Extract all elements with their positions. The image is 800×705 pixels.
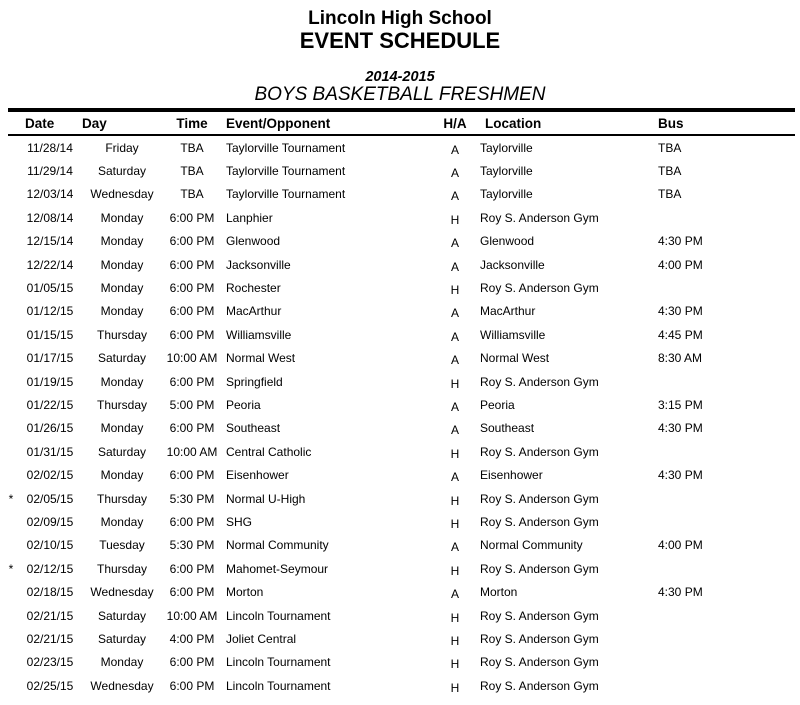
cell-event-opponent: Taylorville Tournament (226, 164, 346, 179)
table-row (0, 510, 800, 533)
table-row (0, 300, 800, 323)
cell-date: 02/25/15 (26, 678, 74, 693)
cell-day: Monday (100, 304, 144, 319)
cell-bus: 4:00 PM (658, 257, 703, 272)
school-name: Lincoln High School (308, 8, 492, 29)
cell-location: Roy S. Anderson Gym (480, 281, 599, 296)
cell-home-away: H (450, 446, 460, 461)
cell-date: 02/21/15 (26, 608, 74, 623)
cell-home-away: A (450, 142, 459, 157)
season-label: 2014-2015 (365, 69, 435, 85)
cell-bus: 4:30 PM (658, 304, 703, 319)
cell-location: Taylorville (480, 140, 533, 155)
cell-date: 01/17/15 (26, 351, 74, 366)
cell-home-away: H (450, 680, 460, 695)
cell-time: TBA (180, 140, 204, 155)
note-asterisk: * (8, 491, 14, 506)
cell-day: Monday (100, 421, 144, 436)
cell-location: Roy S. Anderson Gym (480, 374, 599, 389)
cell-event-opponent: Glenwood (226, 234, 281, 249)
table-row (0, 651, 800, 674)
cell-home-away: A (450, 470, 459, 485)
cell-event-opponent: Lincoln Tournament (226, 655, 331, 670)
table-header-row (0, 112, 800, 134)
cell-time: 6:00 PM (169, 468, 215, 483)
cell-location: Taylorville (480, 164, 533, 179)
cell-location: Normal West (480, 351, 550, 366)
cell-location: Peoria (480, 397, 515, 412)
cell-day: Saturday (97, 444, 147, 459)
cell-day: Saturday (97, 608, 147, 623)
cell-day: Friday (105, 140, 139, 155)
cell-event-opponent: Lincoln Tournament (226, 678, 331, 693)
cell-time: 6:00 PM (169, 304, 215, 319)
cell-time: 4:00 PM (169, 631, 215, 646)
cell-bus: 8:30 AM (658, 351, 703, 366)
cell-location: Williamsville (480, 327, 546, 342)
cell-location: Southeast (480, 421, 535, 436)
cell-day: Monday (100, 257, 144, 272)
cell-date: 01/12/15 (26, 304, 74, 319)
table-row (0, 417, 800, 440)
cell-event-opponent: SHG (226, 514, 253, 529)
cell-time: 6:00 PM (169, 210, 215, 225)
cell-day: Thursday (96, 397, 148, 412)
column-header-bus: Bus (658, 115, 684, 131)
cell-bus: 3:15 PM (658, 397, 703, 412)
cell-day: Monday (100, 468, 144, 483)
column-header-event-opponent: Event/Opponent (226, 115, 331, 131)
cell-day: Monday (100, 281, 144, 296)
cell-event-opponent: Southeast (226, 421, 281, 436)
cell-home-away: A (450, 329, 459, 344)
cell-location: Roy S. Anderson Gym (480, 561, 599, 576)
cell-date: 02/23/15 (26, 655, 74, 670)
cell-date: 01/05/15 (26, 281, 74, 296)
cell-time: 6:00 PM (169, 234, 215, 249)
table-row (0, 230, 800, 253)
cell-date: 12/22/14 (26, 257, 74, 272)
cell-event-opponent: Taylorville Tournament (226, 140, 346, 155)
column-header-time: Time (176, 115, 208, 131)
cell-day: Thursday (96, 327, 148, 342)
cell-date: 12/08/14 (26, 210, 74, 225)
schedule-rows (0, 136, 800, 697)
table-row (0, 253, 800, 276)
cell-home-away: H (450, 516, 460, 531)
cell-time: 5:00 PM (169, 397, 215, 412)
cell-location: Roy S. Anderson Gym (480, 514, 599, 529)
cell-home-away: A (450, 540, 459, 555)
cell-location: Morton (480, 585, 518, 600)
cell-home-away: H (450, 283, 460, 298)
table-row (0, 183, 800, 206)
team-label: BOYS BASKETBALL FRESHMEN (254, 84, 546, 105)
cell-location: Normal Community (480, 538, 583, 553)
cell-location: Eisenhower (480, 468, 543, 483)
table-row (0, 627, 800, 650)
cell-event-opponent: Lanphier (226, 210, 273, 225)
cell-home-away: A (450, 399, 459, 414)
cell-home-away: A (450, 166, 459, 181)
column-header-location: Location (485, 115, 542, 131)
cell-bus: 4:30 PM (658, 234, 703, 249)
cell-day: Saturday (97, 351, 147, 366)
cell-home-away: A (450, 306, 459, 321)
cell-day: Monday (100, 234, 144, 249)
cell-event-opponent: Rochester (226, 281, 281, 296)
cell-location: Glenwood (480, 234, 535, 249)
column-header-home-away: H/A (443, 115, 467, 131)
table-row (0, 393, 800, 416)
cell-location: Jacksonville (480, 257, 545, 272)
table-row (0, 674, 800, 697)
cell-event-opponent: Springfield (226, 374, 283, 389)
cell-location: Roy S. Anderson Gym (480, 655, 599, 670)
cell-event-opponent: Normal U-High (226, 491, 306, 506)
cell-time: 10:00 AM (166, 444, 218, 459)
cell-time: 6:00 PM (169, 514, 215, 529)
cell-time: 6:00 PM (169, 281, 215, 296)
note-asterisk: * (8, 561, 14, 576)
cell-home-away: A (450, 423, 459, 438)
table-row (0, 487, 800, 510)
cell-bus: 4:30 PM (658, 468, 703, 483)
table-row (0, 136, 800, 159)
cell-date: 11/28/14 (27, 140, 73, 155)
cell-bus: 4:30 PM (658, 421, 703, 436)
cell-home-away: A (450, 259, 459, 274)
cell-date: 02/21/15 (26, 631, 74, 646)
table-row (0, 159, 800, 182)
cell-bus: 4:30 PM (658, 585, 703, 600)
cell-day: Thursday (96, 491, 148, 506)
page-title: EVENT SCHEDULE (299, 28, 501, 53)
cell-home-away: H (450, 212, 460, 227)
cell-event-opponent: Williamsville (226, 327, 292, 342)
cell-date: 11/29/14 (27, 164, 73, 179)
cell-home-away: A (450, 353, 459, 368)
cell-event-opponent: Lincoln Tournament (226, 608, 331, 623)
column-header-date: Date (25, 115, 55, 131)
table-row (0, 206, 800, 229)
cell-date: 02/02/15 (26, 468, 74, 483)
cell-bus: 4:00 PM (658, 538, 703, 553)
cell-bus: TBA (658, 140, 682, 155)
cell-home-away: H (450, 493, 460, 508)
cell-bus: TBA (658, 187, 682, 202)
cell-time: 6:00 PM (169, 561, 215, 576)
cell-day: Monday (100, 514, 144, 529)
cell-day: Monday (100, 655, 144, 670)
table-row (0, 604, 800, 627)
cell-date: 01/15/15 (26, 327, 74, 342)
cell-home-away: H (450, 633, 460, 648)
cell-day: Thursday (96, 561, 148, 576)
table-row (0, 370, 800, 393)
cell-home-away: A (450, 587, 459, 602)
cell-home-away: H (450, 657, 460, 672)
cell-day: Wednesday (90, 187, 154, 202)
cell-time: TBA (180, 187, 204, 202)
cell-date: 12/03/14 (26, 187, 74, 202)
cell-date: 01/26/15 (26, 421, 74, 436)
cell-event-opponent: Mahomet-Seymour (226, 561, 329, 576)
cell-date: 02/12/15 (26, 561, 74, 576)
cell-event-opponent: Jacksonville (226, 257, 291, 272)
cell-day: Saturday (97, 631, 147, 646)
cell-event-opponent: Peoria (226, 397, 261, 412)
cell-date: 01/22/15 (26, 397, 74, 412)
cell-date: 02/09/15 (26, 514, 74, 529)
table-row (0, 323, 800, 346)
cell-date: 01/31/15 (26, 444, 74, 459)
cell-time: 6:00 PM (169, 585, 215, 600)
cell-day: Wednesday (90, 585, 154, 600)
cell-event-opponent: Joliet Central (226, 631, 297, 646)
table-row (0, 276, 800, 299)
cell-date: 02/18/15 (26, 585, 74, 600)
table-row (0, 534, 800, 557)
cell-time: 6:00 PM (169, 374, 215, 389)
cell-time: 5:30 PM (169, 538, 215, 553)
cell-day: Saturday (97, 164, 147, 179)
cell-time: 6:00 PM (169, 655, 215, 670)
table-row (0, 463, 800, 486)
cell-location: Taylorville (480, 187, 533, 202)
cell-home-away: H (450, 610, 460, 625)
table-row (0, 347, 800, 370)
cell-time: TBA (180, 164, 204, 179)
cell-bus: 4:45 PM (658, 327, 703, 342)
cell-home-away: A (450, 236, 459, 251)
cell-time: 6:00 PM (169, 257, 215, 272)
cell-home-away: H (450, 376, 460, 391)
cell-location: Roy S. Anderson Gym (480, 631, 599, 646)
cell-date: 12/15/14 (26, 234, 74, 249)
cell-time: 6:00 PM (169, 678, 215, 693)
cell-date: 01/19/15 (26, 374, 74, 389)
table-row (0, 557, 800, 580)
table-row (0, 440, 800, 463)
cell-date: 02/10/15 (26, 538, 74, 553)
cell-date: 02/05/15 (26, 491, 74, 506)
cell-location: Roy S. Anderson Gym (480, 491, 599, 506)
cell-time: 10:00 AM (166, 351, 218, 366)
table-row (0, 580, 800, 603)
cell-day: Wednesday (90, 678, 154, 693)
cell-event-opponent: Normal Community (226, 538, 329, 553)
cell-home-away: H (450, 563, 460, 578)
cell-time: 6:00 PM (169, 327, 215, 342)
cell-location: Roy S. Anderson Gym (480, 608, 599, 623)
cell-event-opponent: Eisenhower (226, 468, 289, 483)
cell-location: Roy S. Anderson Gym (480, 678, 599, 693)
cell-location: Roy S. Anderson Gym (480, 444, 599, 459)
cell-time: 10:00 AM (166, 608, 218, 623)
cell-home-away: A (450, 189, 459, 204)
cell-event-opponent: Taylorville Tournament (226, 187, 346, 202)
cell-time: 6:00 PM (169, 421, 215, 436)
cell-day: Monday (100, 374, 144, 389)
cell-location: MacArthur (480, 304, 536, 319)
cell-event-opponent: Central Catholic (226, 444, 312, 459)
cell-time: 5:30 PM (169, 491, 215, 506)
cell-event-opponent: Normal West (226, 351, 296, 366)
column-header-day: Day (82, 115, 107, 131)
cell-event-opponent: MacArthur (226, 304, 282, 319)
cell-location: Roy S. Anderson Gym (480, 210, 599, 225)
cell-day: Tuesday (99, 538, 145, 553)
cell-day: Monday (100, 210, 144, 225)
cell-event-opponent: Morton (226, 585, 264, 600)
cell-bus: TBA (658, 164, 682, 179)
